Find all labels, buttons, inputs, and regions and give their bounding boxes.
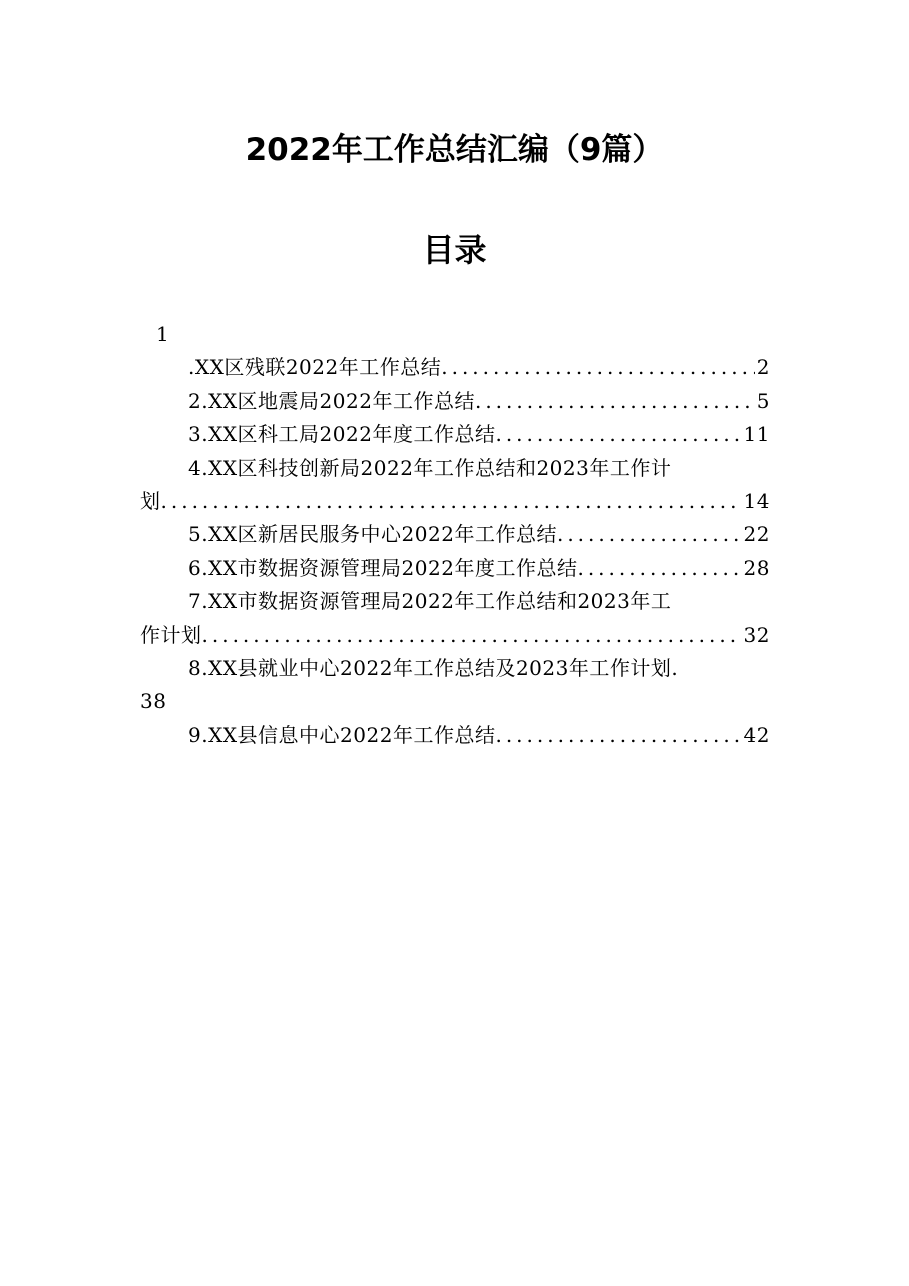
toc-entry-page: 22: [743, 522, 770, 547]
toc-entry-title: 6.XX市数据资源管理局2022年度工作总结: [188, 555, 578, 580]
toc-entry[interactable]: [140, 351, 770, 384]
toc-entry-title: 2.XX区地震局2022年工作总结: [188, 388, 475, 413]
toc-entry[interactable]: [140, 518, 770, 551]
toc-entry[interactable]: [140, 719, 770, 752]
toc-entry[interactable]: [140, 418, 770, 451]
toc-entry-page: 28: [743, 555, 770, 580]
toc-stray-number: 1: [156, 322, 170, 346]
toc-entry-title-continued: 划: [140, 488, 161, 513]
toc-entry-title-continued: 作计划: [140, 622, 202, 647]
document-title: 2022年工作总结汇编（9篇）: [245, 132, 664, 168]
toc-entry-continuation[interactable]: [140, 619, 770, 652]
toc-entry[interactable]: [140, 385, 770, 418]
toc-entry-title: 9.XX县信息中心2022年工作总结: [188, 722, 496, 747]
dot-leader: [577, 552, 741, 585]
toc-entry-page: 32: [743, 622, 770, 647]
toc-entry-title: 3.XX区科工局2022年度工作总结: [188, 422, 496, 447]
toc-entry-wrapped-line[interactable]: [140, 652, 770, 685]
toc-entry-page: 2: [756, 355, 770, 380]
dot-leader: [475, 385, 755, 418]
toc-entry-page: 14: [743, 488, 770, 513]
toc-entry-page: 42: [743, 722, 770, 747]
toc-entry-title: 5.XX区新居民服务中心2022年工作总结: [188, 522, 557, 547]
dot-leader: [557, 518, 742, 551]
table-of-contents: [140, 318, 770, 752]
toc-entry-title: 7.XX市数据资源管理局2022年工作总结和2023年工: [188, 589, 672, 614]
toc-entry-title: 8.XX县就业中心2022年工作总结及2023年工作计划.: [188, 655, 679, 680]
toc-entry-continuation[interactable]: [140, 485, 770, 518]
dot-leader: [495, 719, 741, 752]
toc-entry-wrapped-line[interactable]: [140, 585, 770, 618]
toc-entry-page: 5: [756, 388, 770, 413]
toc-entry-title: 4.XX区科技创新局2022年工作总结和2023年工作计: [188, 455, 672, 480]
toc-heading: 目录: [422, 231, 487, 269]
toc-entry[interactable]: [140, 552, 770, 585]
dot-leader: [161, 485, 742, 518]
toc-entry-wrapped-line[interactable]: [140, 452, 770, 485]
dot-leader: [495, 418, 741, 451]
toc-entry-title: .XX区残联2022年工作总结: [188, 355, 442, 380]
toc-entry-page: 11: [743, 422, 770, 447]
toc-entry-page: 38: [140, 689, 167, 714]
toc-entry-continuation[interactable]: [140, 685, 770, 718]
dot-leader: [202, 619, 742, 652]
dot-leader: [441, 351, 755, 384]
